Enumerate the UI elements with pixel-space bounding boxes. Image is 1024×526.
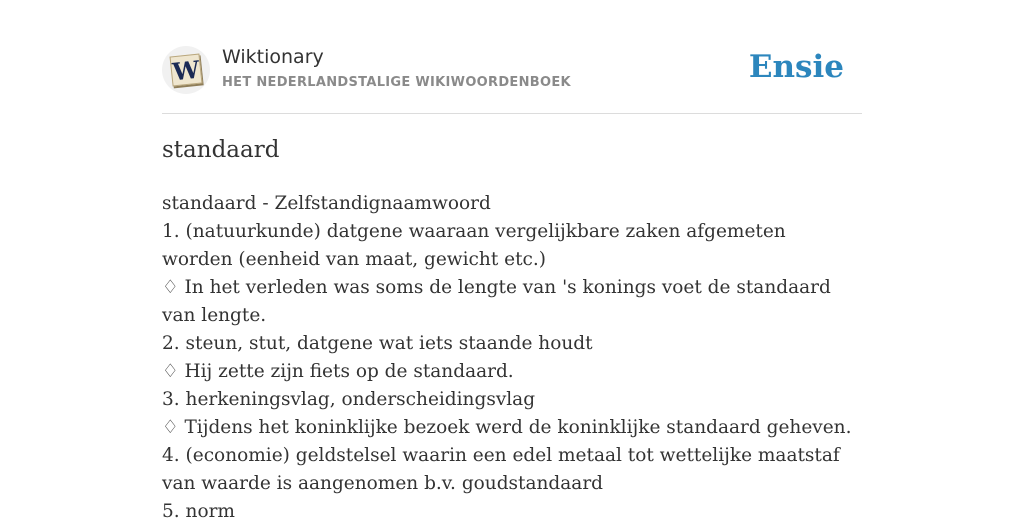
wiktionary-logo-icon: W — [171, 54, 201, 87]
ensie-brand-link[interactable]: Ensie — [748, 49, 844, 85]
definition-line: 3. herkeningsvlag, onderscheidingsvlag — [162, 389, 536, 410]
definition-line: 4. (economie) geldstelsel waarin een edel metaal tot wettelijke maatstaf van waarde is aangenomen b.v. goudstandaard — [162, 445, 840, 494]
example-line: ♢ Hij zette zijn fiets op de standaard. — [162, 361, 514, 382]
site-header — [162, 0, 862, 114]
page — [162, 0, 862, 522]
definition-line: 5. norm — [162, 501, 235, 522]
example-line: ♢ In het verleden was soms de lengte van 's konings voet de standaard van lengte. — [162, 277, 831, 326]
example-line: ♢ Tijdens het koninklijke bezoek werd de koninklijke standaard geheven. — [162, 417, 852, 438]
definition-line: 1. (natuurkunde) datgene waaraan vergelijkbare zaken afgemeten worden (eenheid van maat, gewicht etc.) — [162, 221, 786, 270]
wiktionary-logo[interactable] — [162, 46, 210, 94]
definition-heading: standaard - Zelfstandignaamwoord — [162, 193, 491, 214]
site-subtitle: HET NEDERLANDSTALIGE WIKIWOORDENBOEK — [222, 75, 571, 90]
site-title[interactable]: Wiktionary — [222, 46, 324, 68]
word-title: standaard — [162, 137, 280, 163]
definition-line: 2. steun, stut, datgene wat iets staande houdt — [162, 333, 593, 354]
definition-content — [162, 190, 862, 526]
